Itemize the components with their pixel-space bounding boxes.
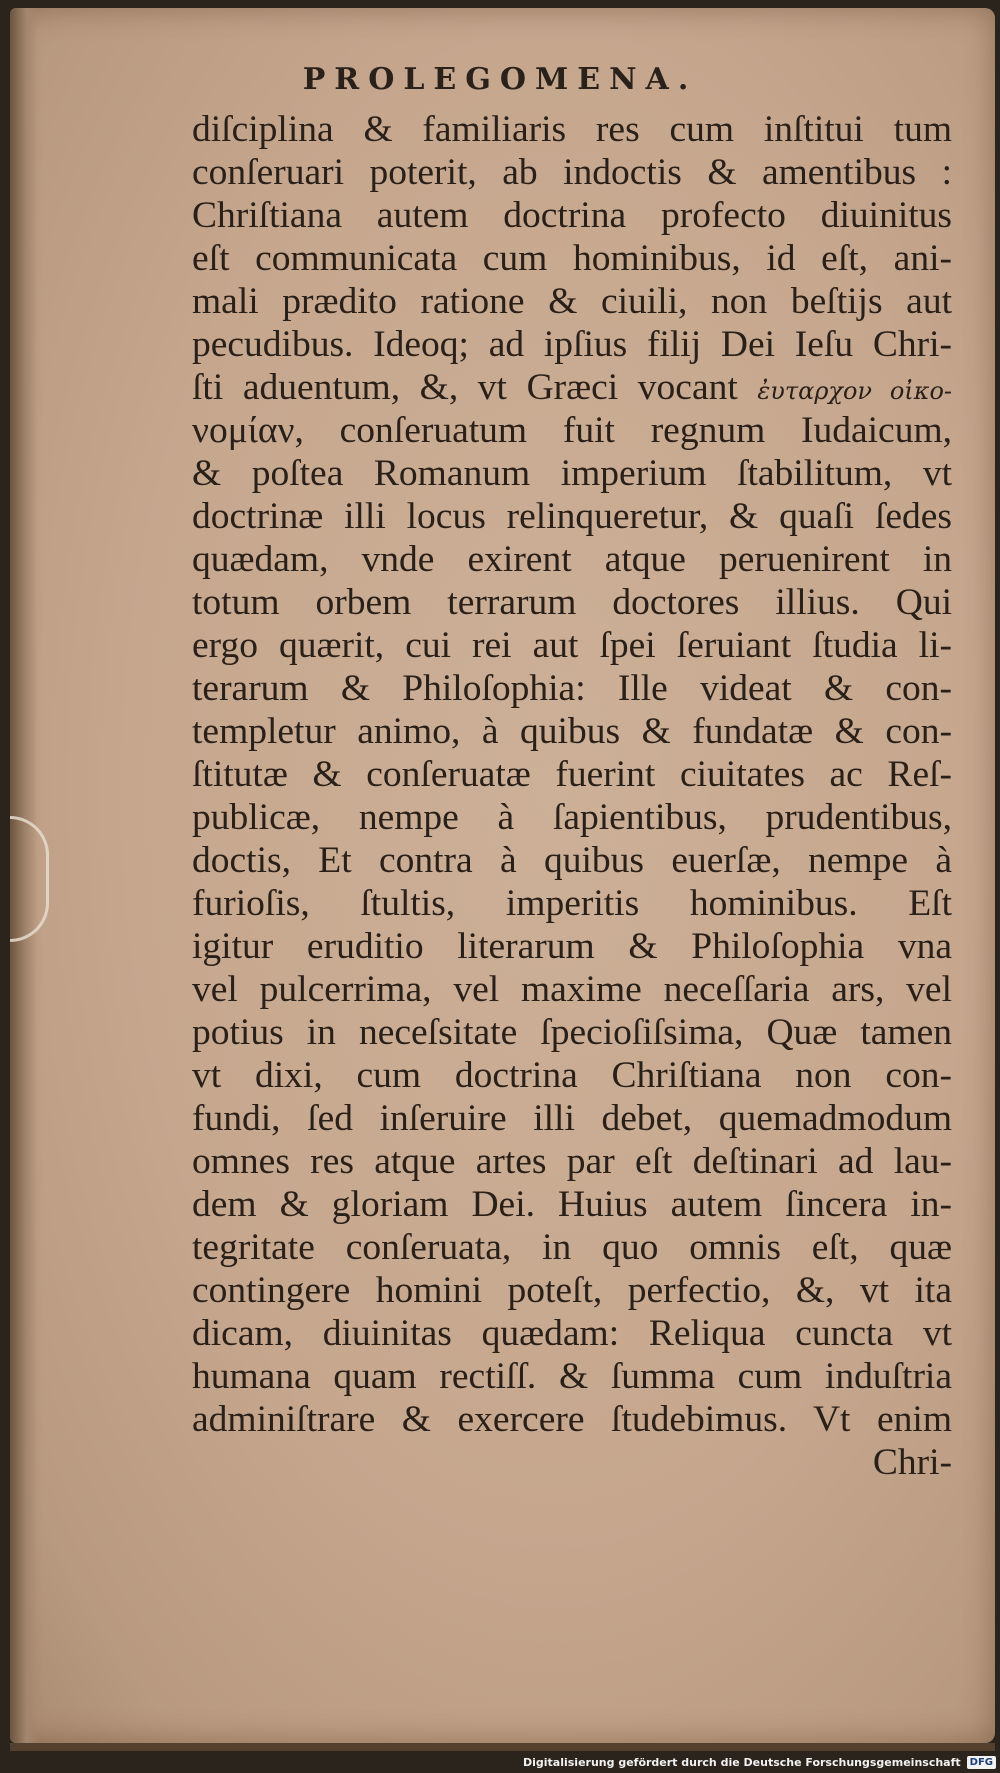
text-line: Chriſtiana autem doctrina profecto diuinitus — [192, 195, 952, 236]
text-line: terarum & Philoſophia: Ille videat & con- — [192, 668, 952, 709]
text-line: νομίαν, conſeruatum fuit regnum Iudaicum, — [192, 410, 952, 451]
greek-phrase: ἐυταρχον οἰκο- — [757, 377, 953, 405]
page-clip-mark — [10, 816, 49, 942]
text-line: pecudibus. Ideoq; ad ipſius filij Dei Ieſu Chri- — [192, 324, 952, 365]
text-line-latin-part: ſti aduentum, &, vt Græci vocant — [192, 367, 738, 408]
text-line: doctrinæ illi locus relinqueretur, & quaſi ſedes — [192, 496, 952, 537]
text-line: quædam, vnde exirent atque peruenirent in — [192, 539, 952, 580]
catchword: Chri- — [872, 1442, 952, 1483]
running-head: PROLEGOMENA. — [302, 62, 698, 97]
text-line: & poſtea Romanum imperium ſtabilitum, vt — [192, 453, 952, 494]
text-line: vel pulcerrima, vel maxime neceſſaria ars, vel — [192, 969, 952, 1010]
text-line: publicæ, nempe à ſapientibus, prudentibus, — [192, 797, 952, 838]
text-line: dem & gloriam Dei. Huius autem ſincera in- — [192, 1184, 952, 1225]
text-line: contingere homini poteſt, perfectio, &, vt ita — [192, 1270, 952, 1311]
text-line: mali prædito ratione & ciuili, non beſtijs aut — [192, 281, 952, 322]
text-line: diſciplina & familiaris res cum inſtitui tum — [192, 109, 952, 150]
text-line: templetur animo, à quibus & fundatæ & con- — [192, 711, 952, 752]
text-line: totum orbem terrarum doctores illius. Qui — [192, 582, 952, 623]
text-line: conſeruari poterit, ab indoctis & amentibus : — [192, 152, 952, 193]
text-line: vt dixi, cum doctrina Chriſtiana non con- — [192, 1055, 952, 1096]
text-line: omnes res atque artes par eſt deſtinari ad lau- — [192, 1141, 952, 1182]
text-line: doctis, Et contra à quibus euerſæ, nempe à — [192, 840, 952, 881]
text-line: humana quam rectiſſ. & ſumma cum induſtria — [192, 1356, 952, 1397]
text-line: ergo quærit, cui rei aut ſpei ſeruiant ſtudia li- — [192, 625, 952, 666]
text-line: furioſis, ſtultis, imperitis hominibus. Eſt — [192, 883, 952, 924]
text-line: ſtitutæ & conſeruatæ fuerint ciuitates ac Reſ- — [192, 754, 952, 795]
digitization-footer — [523, 1754, 996, 1770]
text-line: fundi, ſed inſeruire illi debet, quemadmodum — [192, 1098, 952, 1139]
dfg-logo: DFG — [967, 1756, 996, 1769]
funding-credit: Digitalisierung gefördert durch die Deutsche Forschungsgemeinschaft — [522, 1755, 961, 1769]
text-line: eſt communicata cum hominibus, id eſt, ani- — [192, 238, 952, 279]
text-line: potius in neceſsitate ſpecioſiſsima, Quæ tamen — [192, 1012, 952, 1053]
text-line: adminiſtrare & exercere ſtudebimus. Vt enim — [192, 1399, 952, 1440]
text-line-with-greek — [192, 366, 952, 409]
body-text — [192, 108, 952, 1484]
text-line: tegritate conſeruata, in quo omnis eſt, quæ — [192, 1227, 952, 1268]
text-line: dicam, diuinitas quædam: Reliqua cuncta vt — [192, 1313, 952, 1354]
text-line: igitur eruditio literarum & Philoſophia vna — [192, 926, 952, 967]
page-bottom-edge — [10, 1743, 995, 1751]
